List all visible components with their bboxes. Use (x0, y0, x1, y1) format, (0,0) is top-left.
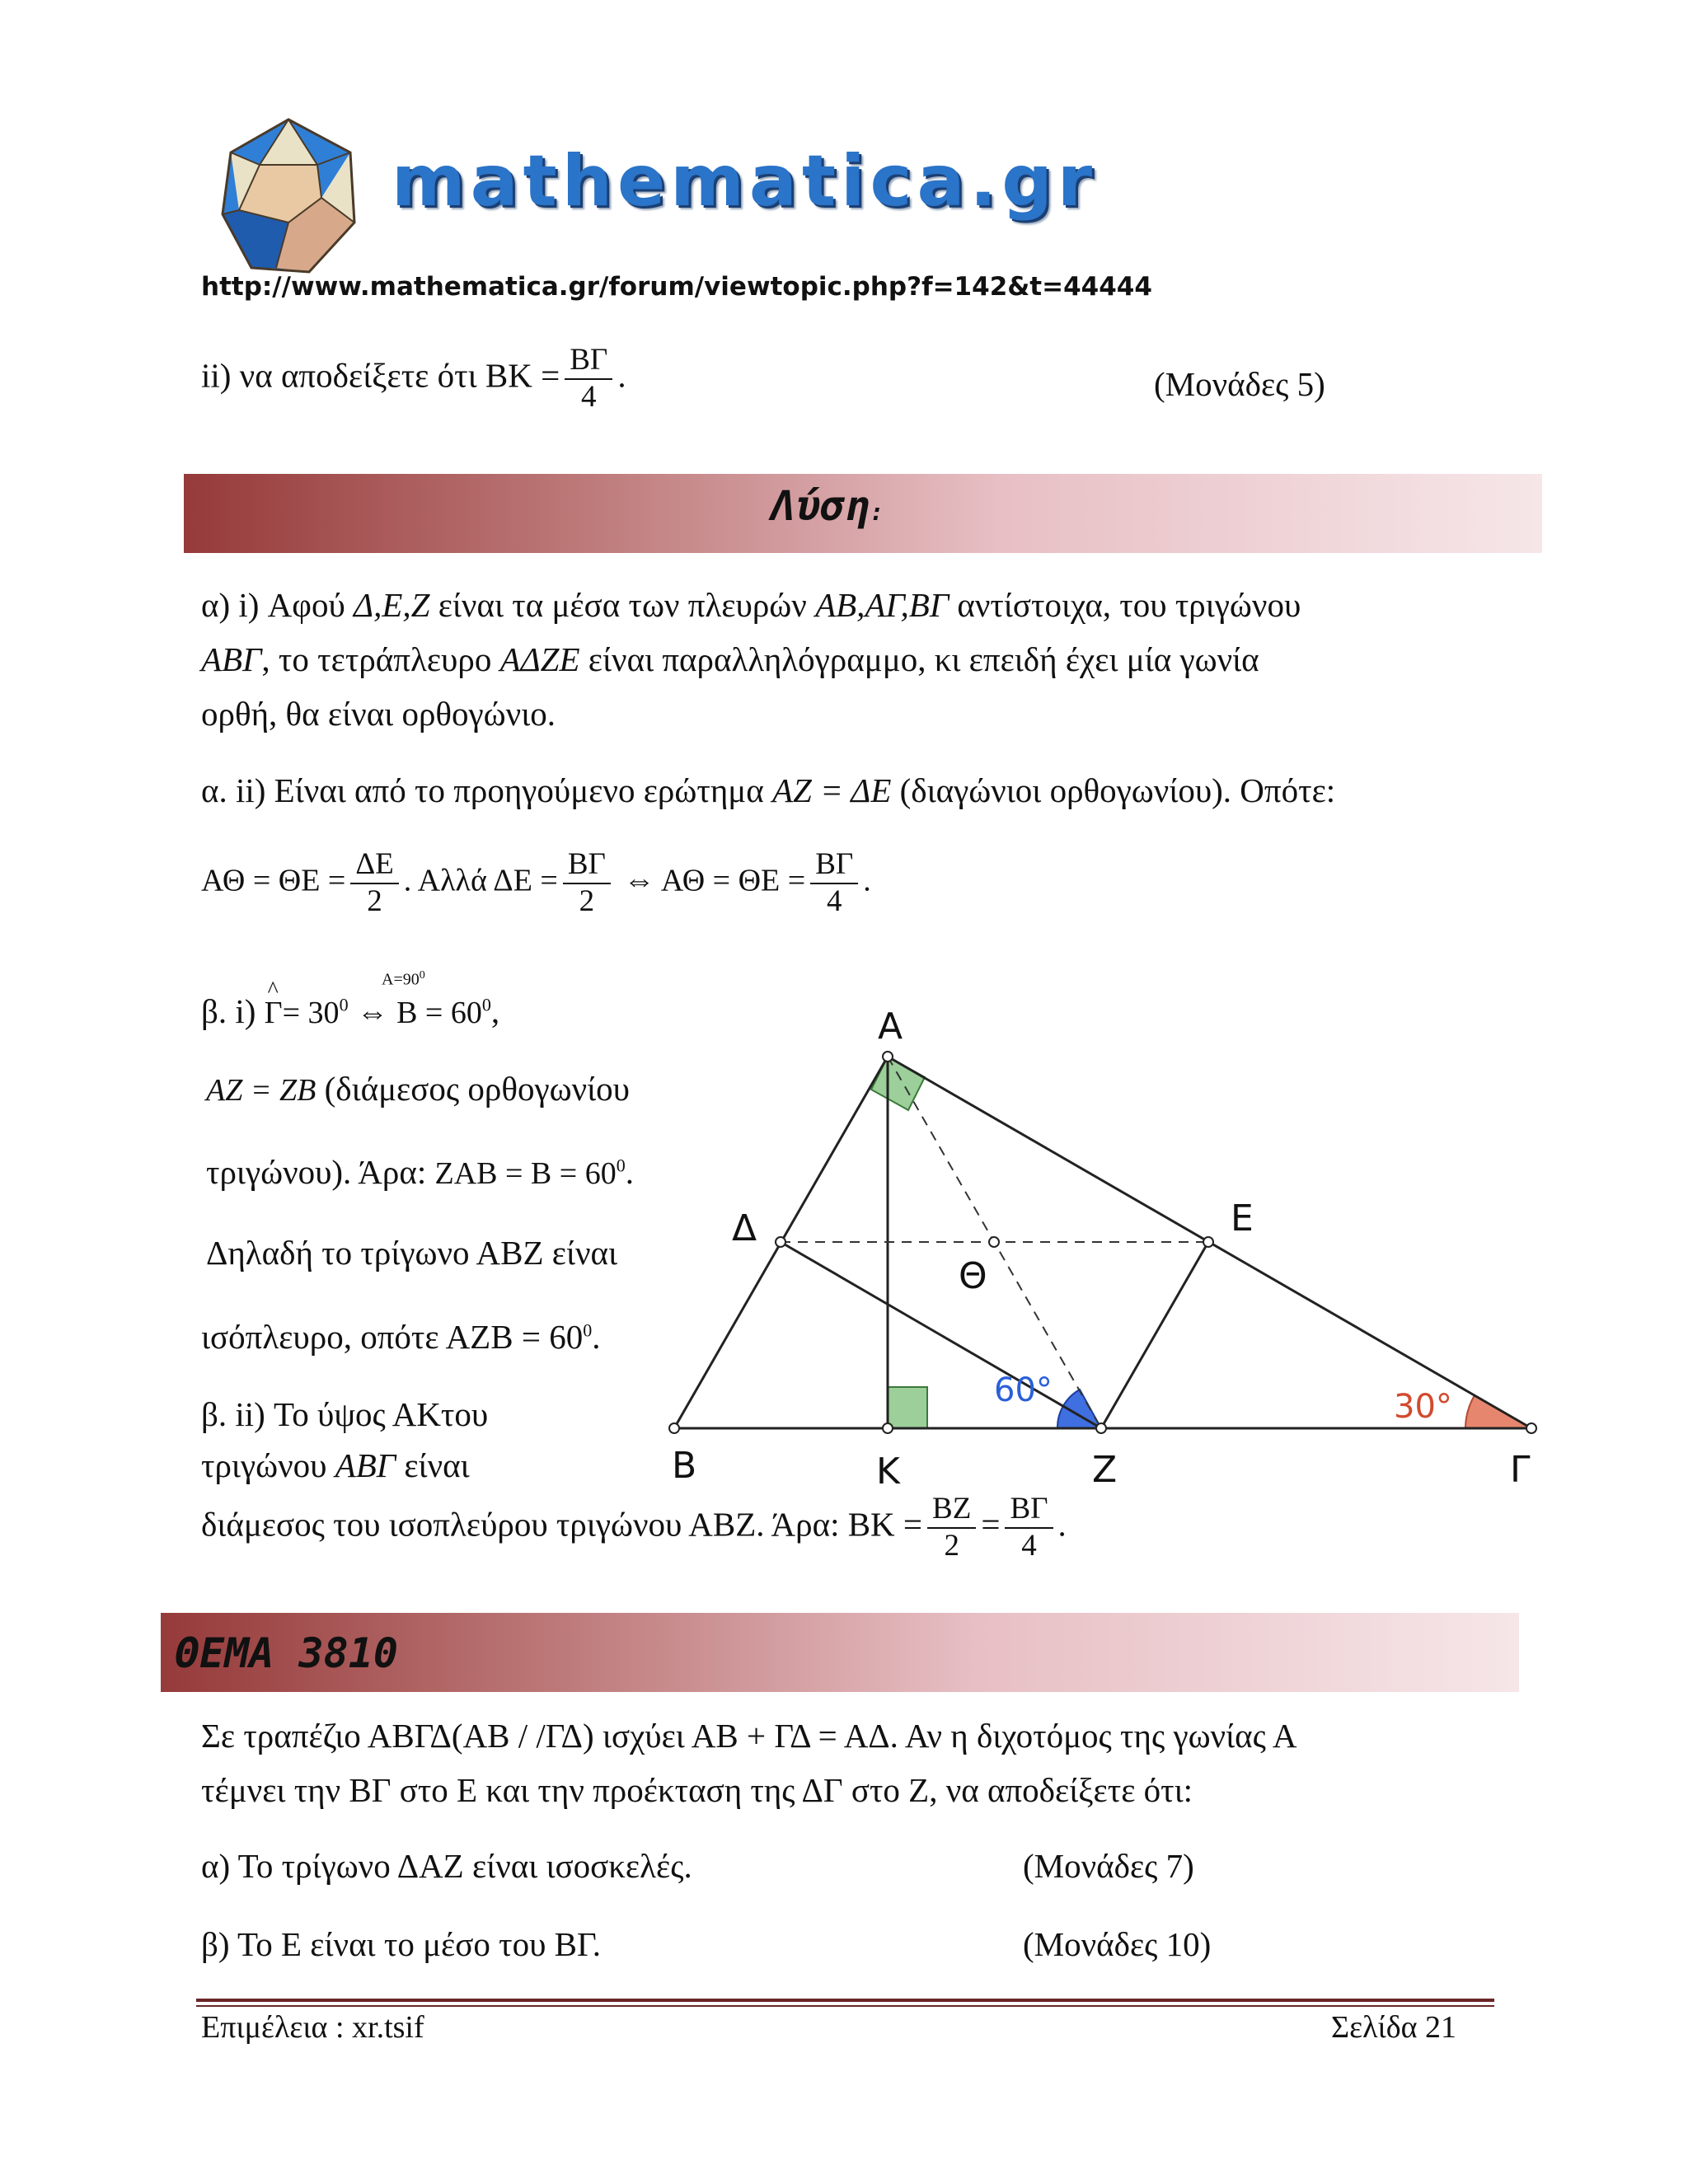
eq-part: . (863, 863, 871, 898)
theme-b-points: (Μονάδες 10) (1023, 1925, 1212, 1963)
angle-30-label: 30° (1394, 1388, 1452, 1426)
gamma-angle: ^ Γ (265, 995, 283, 1033)
alpha-ii-diagonals: ΑΖ = ΔΕ (772, 771, 892, 809)
fraction (810, 849, 858, 918)
eq-part: ΔΕ = (493, 863, 558, 898)
point-b (669, 1423, 679, 1433)
solution-banner-title (771, 482, 884, 530)
theme-line1: Σε τραπέζιο ΑΒΓΔ(ΑΒ / /ΓΔ) ισχύει ΑΒ + ΓΔ = ΑΔ. Αν η διχοτόμος της γωνίας Α (201, 1717, 1297, 1755)
right-angle-marker-a (871, 1057, 925, 1110)
fraction-denominator: 4 (826, 883, 842, 918)
fraction-numerator: ΔΕ (350, 849, 398, 884)
theme-a-text: α) Το τρίγωνο ΔΑΖ είναι ισοσκελές. (201, 1847, 692, 1885)
label-a: A (878, 1005, 903, 1047)
footer-page-number: Σελίδα 21 (1331, 2010, 1457, 2045)
alpha-i-text: , το τετράπλευρο (261, 640, 492, 678)
fraction-numerator: ΒΓ (810, 849, 858, 884)
label-th: Θ (959, 1255, 987, 1297)
fraction-numerator: ΒΖ (927, 1493, 976, 1529)
eq-part: = (981, 1505, 1001, 1544)
eq-part: . (1057, 1505, 1067, 1544)
fraction-denominator: 2 (579, 883, 595, 918)
fraction-numerator: ΒΓ (1005, 1493, 1053, 1529)
eq-part: ⇔ ΑΘ = ΘΕ = (623, 863, 806, 898)
alpha-i-text: α) i) Αφού (201, 586, 345, 624)
fraction (563, 849, 611, 918)
question-ii (201, 344, 626, 414)
alpha-i-text: αντίστοιχα, του τριγώνου (957, 586, 1301, 624)
beta-i-arrow: ⇔ (356, 996, 388, 1030)
polyhedron-logo-icon (218, 115, 359, 276)
beta-end: . (625, 1153, 634, 1191)
beta-i-eq: = 30 (282, 996, 340, 1030)
theme-banner-title: ΘΕΜΑ 3810 (175, 1629, 398, 1677)
beta-text: είναι (404, 1446, 470, 1484)
alpha-ii-text: (διαγώνιοι ορθογωνίου). Οπότε: (899, 771, 1336, 809)
alpha-i-line1 (201, 585, 1301, 626)
alpha-i-sides: ΑΒ,ΑΓ,ΒΓ (815, 586, 950, 624)
beta-i-comma: , (490, 992, 500, 1030)
question-ii-lhs: BK = (485, 356, 560, 395)
beta-ii-line2 (201, 1446, 470, 1486)
point-d (776, 1237, 785, 1247)
fraction-denominator: 4 (581, 379, 597, 414)
angle-60-label: 60° (994, 1371, 1053, 1409)
alpha-ii-line1 (201, 771, 1335, 811)
point-th (989, 1237, 999, 1247)
question-ii-end: . (617, 356, 626, 395)
label-z: Z (1092, 1449, 1118, 1491)
eq-part: ΑΘ = ΘΕ = (201, 863, 346, 898)
question-ii-points: (Μονάδες 5) (1154, 365, 1325, 403)
degree: 0 (339, 994, 349, 1015)
label-b: B (672, 1445, 697, 1487)
alpha-i-midpoints: Δ,Ε,Ζ (354, 586, 430, 624)
footer-editor: Επιμέλεια : xr.tsif (201, 2010, 424, 2045)
point-g (1526, 1423, 1536, 1433)
beta-end: . (592, 1318, 601, 1356)
beta-triangle: ΑΒΓ (335, 1446, 396, 1484)
alpha-ii-equation (201, 849, 871, 918)
condition-degree: 0 (419, 969, 425, 982)
beta-ii-line1: β. ii) Το ύψος ΑΚτου (201, 1395, 489, 1433)
alpha-ii-text: α. ii) Είναι από το προηγούμενο ερώτημα (201, 771, 764, 809)
theme-line2: τέμνει την ΒΓ στο Ε και την προέκταση της ΔΓ στο Ζ, να αποδείξετε ότι: (201, 1771, 1193, 1809)
logo (218, 115, 359, 276)
logo-text: mathematica.gr (392, 140, 1098, 223)
beta-i-rhs: Β = 60 (396, 996, 482, 1030)
beta-text: διάμεσος του ισοπλεύρου τριγώνου ΑΒΖ. Άρα: ΒΚ = (201, 1505, 923, 1544)
beta-i-line3 (206, 1152, 634, 1193)
fraction-denominator: 2 (367, 883, 382, 918)
degree: 0 (616, 1155, 626, 1176)
fraction-numerator: ΒΓ (565, 344, 612, 380)
segment-dz (781, 1242, 1101, 1428)
alpha-i-line3: ορθή, θα είναι ορθογώνιο. (201, 695, 556, 733)
beta-i-condition (382, 969, 425, 990)
label-g: Γ (1510, 1449, 1531, 1491)
label-d: Δ (732, 1207, 757, 1249)
theme-a-points: (Μονάδες 7) (1023, 1847, 1194, 1885)
beta-i-line4: Δηλαδή το τρίγωνο ΑΒΖ είναι (206, 1234, 618, 1272)
condition-text: Α=90 (382, 970, 420, 989)
question-ii-text: ii) να αποδείξετε ότι (201, 356, 477, 395)
angle-60-sector (1057, 1390, 1101, 1428)
right-angle-marker-k (888, 1387, 927, 1428)
label-k: K (876, 1451, 900, 1493)
fraction-denominator: 2 (944, 1528, 959, 1563)
degree: 0 (481, 994, 491, 1015)
fraction-numerator: ΒΓ (563, 849, 611, 884)
point-z (1096, 1423, 1106, 1433)
alpha-i-line2 (201, 640, 1259, 680)
beta-i-line2 (206, 1069, 630, 1110)
beta-i-line1 (201, 991, 499, 1033)
point-a (883, 1052, 893, 1062)
label-e: E (1231, 1197, 1254, 1240)
beta-text: (διάμεσος ορθογωνίου (324, 1070, 630, 1108)
eq-part: . Αλλά (403, 863, 487, 898)
beta-i-line5 (201, 1317, 600, 1357)
beta-text: τριγώνου). Άρα: (206, 1153, 427, 1191)
footer-rule (196, 1999, 1494, 2002)
beta-text: ισόπλευρο, οπότε ΑΖΒ = 60 (201, 1318, 584, 1356)
triangle-figure (643, 989, 1566, 1516)
alpha-i-text: είναι παραλληλόγραμμο, κι επειδή έχει μία γωνία (588, 640, 1259, 678)
beta-i-label: β. i) (201, 992, 256, 1030)
degree: 0 (583, 1319, 593, 1341)
solution-title-colon: : (870, 499, 884, 526)
fraction (350, 849, 398, 918)
beta-angle-eq: ΖΑΒ = Β = 60 (434, 1156, 617, 1191)
alpha-i-quad: ΑΔΖΕ (499, 640, 580, 678)
fraction-denominator: 4 (1021, 1528, 1037, 1563)
point-e (1203, 1237, 1213, 1247)
solution-title: Λύση (771, 482, 870, 530)
median-eq: ΑΖ = ΖΒ (206, 1073, 316, 1108)
alpha-i-triangle: ΑΒΓ (201, 640, 262, 678)
question-ii-fraction (565, 344, 612, 414)
point-k (883, 1423, 893, 1433)
beta-text: τριγώνου (201, 1446, 327, 1484)
alpha-i-text: είναι τα μέσα των πλευρών (438, 586, 807, 624)
segment-ez (1101, 1242, 1208, 1428)
theme-b-text: β) Το Ε είναι το μέσο του ΒΓ. (201, 1925, 602, 1963)
source-url[interactable]: http://www.mathematica.gr/forum/viewtopic.php?f=142&t=44444 (201, 272, 1152, 302)
footer-rule-thin (196, 2005, 1494, 2007)
